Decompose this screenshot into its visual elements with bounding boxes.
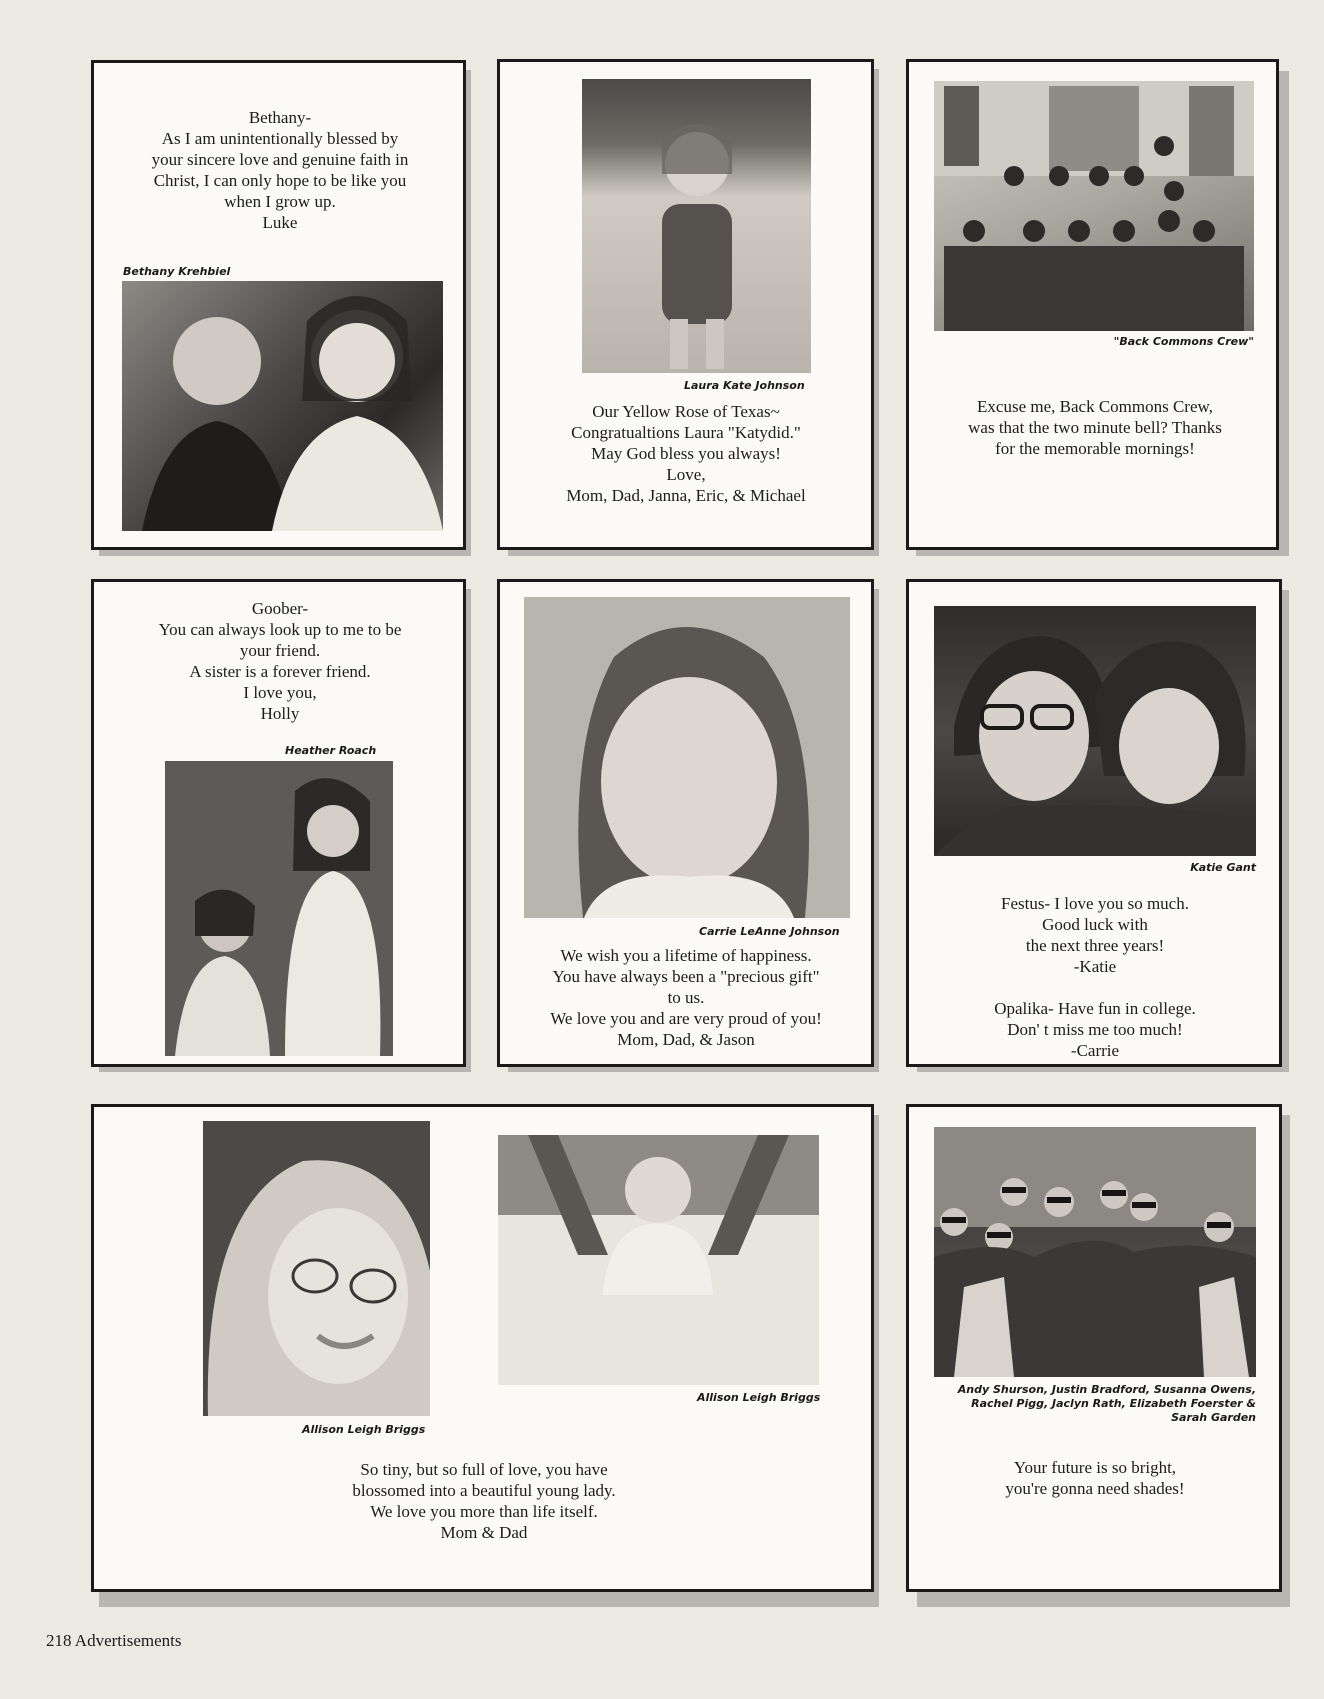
ad-message: Festus- I love you so much. Good luck with the next three years! -Katie Opalika- Have fun in college. Don' t miss me too much! -Carrie <box>994 894 1196 1060</box>
photo-figures <box>934 1127 1256 1377</box>
photo-group-shades <box>934 1127 1256 1377</box>
photo-heather-roach <box>165 761 393 1056</box>
photo-figures <box>524 597 850 918</box>
ad-back-commons <box>906 59 1279 550</box>
photo-caption: Heather Roach <box>285 744 377 757</box>
photo-caption: Allison Leigh Briggs <box>697 1391 821 1404</box>
photo-caption: Katie Gant <box>1190 861 1256 874</box>
photo-figures <box>203 1121 430 1416</box>
photo-caption: Allison Leigh Briggs <box>302 1423 426 1436</box>
ad-carrie <box>497 579 874 1067</box>
ad-message: Our Yellow Rose of Texas~ Congratualtions Laura "Katydid." May God bless you always! Love, Mom, Dad, Janna, Eric, & Michael <box>566 402 806 505</box>
photo-figures <box>582 79 811 373</box>
photo-caption: Bethany Krehbiel <box>123 265 231 278</box>
ad-message: Bethany- As I am unintentionally blessed by your sincere love and genuine faith in Christ, I can only hope to be like you when I grow up. Luke <box>151 108 409 232</box>
ad-allison <box>91 1104 874 1592</box>
ad-message: Your future is so bright, you're gonna need shades! <box>1005 1458 1185 1498</box>
photo-figures <box>934 606 1256 856</box>
ad-shades <box>906 1104 1282 1592</box>
photo-caption: Andy Shurson, Justin Bradford, Susanna Owens, Rachel Pigg, Jaclyn Rath, Elizabeth Foerster & Sarah Garden <box>957 1383 1256 1424</box>
photo-allison-leigh-briggs-baby <box>498 1135 819 1385</box>
photo-caption: Carrie LeAnne Johnson <box>699 925 840 938</box>
photo-figures <box>934 81 1254 331</box>
ad-message: Excuse me, Back Commons Crew, was that the two minute bell? Thanks for the memorable mornings! <box>968 397 1222 458</box>
ad-katie <box>906 579 1282 1067</box>
ad-message: Goober- You can always look up to me to be your friend. A sister is a forever friend. I love you, Holly <box>158 599 402 723</box>
photo-caption: "Back Commons Crew" <box>1113 335 1254 348</box>
ad-message: We wish you a lifetime of happiness. You have always been a "precious gift" to us. We love you and are very proud of you! Mom, Dad, & Jason <box>550 946 822 1049</box>
photo-allison-leigh-briggs-portrait <box>203 1121 430 1416</box>
photo-laura-kate-johnson <box>582 79 811 373</box>
photo-figures <box>122 281 443 531</box>
ad-laura <box>497 59 874 550</box>
ad-message: So tiny, but so full of love, you have blossomed into a beautiful young lady. We love you more than life itself. Mom & Dad <box>352 1460 616 1542</box>
ad-heather <box>91 579 466 1067</box>
photo-figures <box>165 761 393 1056</box>
photo-back-commons-crew <box>934 81 1254 331</box>
photo-carrie-leanne-johnson <box>524 597 850 918</box>
photo-figures <box>498 1135 819 1385</box>
photo-bethany-krehbiel <box>122 281 443 531</box>
photo-katie-gant <box>934 606 1256 856</box>
ad-bethany <box>91 60 466 550</box>
photo-caption: Laura Kate Johnson <box>684 379 805 392</box>
page-footer: 218 Advertisements <box>46 1631 182 1650</box>
